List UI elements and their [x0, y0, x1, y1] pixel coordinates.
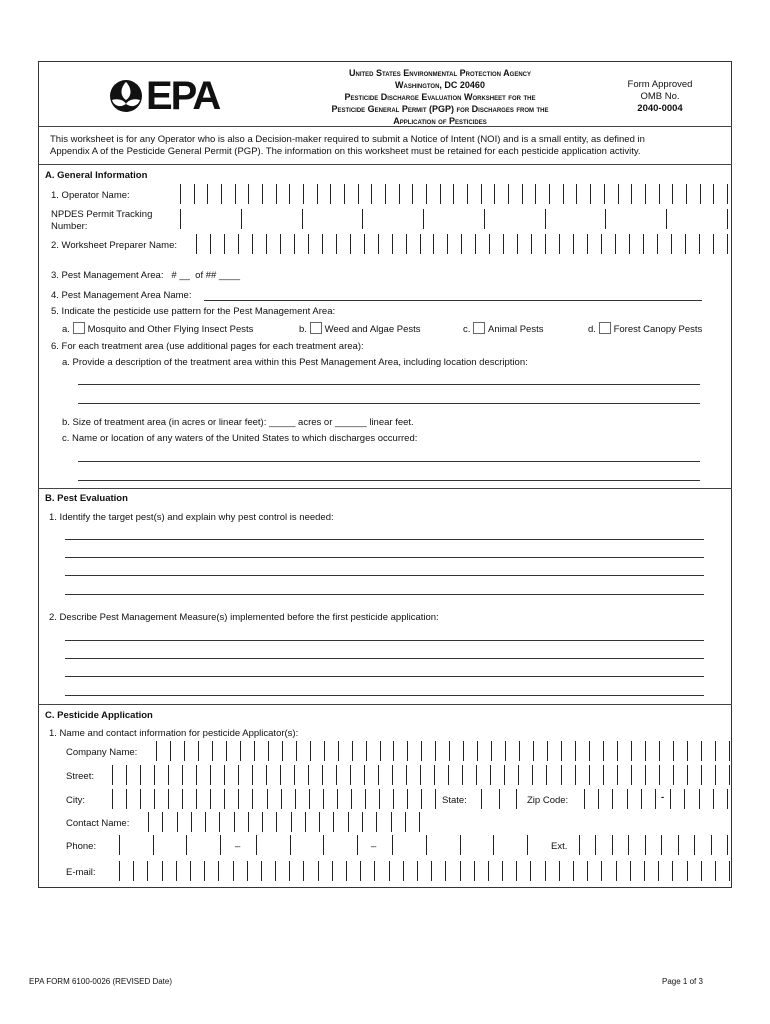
- writing-line[interactable]: [65, 676, 704, 677]
- writing-line[interactable]: [65, 695, 704, 696]
- option-c-label: Animal Pests: [488, 324, 544, 335]
- phone-dash-1: –: [235, 841, 241, 852]
- option-a[interactable]: [62, 322, 253, 335]
- forest-canopy-checkbox[interactable]: [599, 322, 611, 334]
- option-c-letter: c.: [463, 324, 471, 335]
- divider: [38, 704, 732, 705]
- agency-name: United States Environmental Protection Agency: [348, 68, 531, 78]
- treatment-area-label: 6. For each treatment area (use additional pages for each treatment area):: [51, 341, 364, 352]
- preparer-name-label: 2. Worksheet Preparer Name:: [51, 240, 178, 251]
- management-measures-label: 2. Describe Pest Management Measure(s) implemented before the first pesticide application:: [49, 612, 439, 623]
- street-label: Street:: [66, 771, 94, 782]
- section-b-title: B. Pest Evaluation: [45, 493, 128, 504]
- omb-label: OMB No.: [640, 91, 680, 102]
- form-title-line2: Pesticide General Permit (PGP) for Discharges from the: [331, 104, 549, 114]
- phone-dash-2: –: [371, 841, 377, 852]
- phone-area-code-field[interactable]: [119, 835, 221, 855]
- writing-line[interactable]: [65, 594, 704, 595]
- divider: [38, 164, 732, 165]
- weed-algae-checkbox[interactable]: [310, 322, 322, 334]
- omb-number: 2040-0004: [637, 103, 683, 114]
- form-id: EPA FORM 6100-0026 (REVISED Date): [29, 977, 173, 986]
- city-field[interactable]: [112, 789, 436, 809]
- omb-block: [612, 79, 708, 115]
- pma-name-line[interactable]: [204, 300, 702, 301]
- option-d-label: Forest Canopy Pests: [613, 324, 703, 335]
- page-number: Page 1 of 3: [662, 977, 703, 986]
- mosquito-checkbox[interactable]: [73, 322, 85, 334]
- intro-line1: This worksheet is for any Operator who is also a Decision-maker required to submit a Notice of Intent (NOI) and is a small entity, as defined in: [50, 134, 645, 145]
- contact-name-field[interactable]: [148, 812, 420, 832]
- header-title-block: [290, 67, 590, 127]
- section-a-title: A. General Information: [45, 170, 148, 181]
- writing-line[interactable]: [65, 557, 704, 558]
- zip-plus4-field[interactable]: [670, 789, 728, 809]
- state-field[interactable]: [481, 789, 517, 809]
- divider: [38, 126, 732, 127]
- email-label: E-mail:: [66, 867, 96, 878]
- npdes-number-field[interactable]: [180, 209, 728, 229]
- contact-name-label: Contact Name:: [66, 818, 130, 829]
- target-pest-label: 1. Identify the target pest(s) and explain why pest control is needed:: [49, 512, 334, 523]
- epa-flower-icon: [108, 78, 144, 114]
- phone-prefix-field[interactable]: [256, 835, 358, 855]
- writing-line[interactable]: [78, 403, 700, 404]
- operator-name-label: 1. Operator Name:: [51, 190, 130, 201]
- street-field[interactable]: [112, 765, 730, 785]
- intro-line2: Appendix A of the Pesticide General Permit (PGP). The information on this worksheet must be retained for each pesticide application activity.: [50, 146, 641, 157]
- city-label: City:: [66, 795, 85, 806]
- npdes-label: [51, 209, 152, 233]
- option-d-letter: d.: [588, 324, 596, 335]
- writing-line[interactable]: [65, 539, 704, 540]
- section-c-title: C. Pesticide Application: [45, 710, 153, 721]
- writing-line[interactable]: [78, 480, 700, 481]
- option-d[interactable]: [588, 322, 702, 335]
- phone-line-field[interactable]: [392, 835, 528, 855]
- writing-line[interactable]: [65, 575, 704, 576]
- option-c[interactable]: [463, 322, 543, 335]
- epa-logo-text: EPA: [146, 73, 220, 118]
- zip-dash: -: [661, 792, 665, 803]
- option-a-label: Mosquito and Other Flying Insect Pests: [87, 324, 254, 335]
- option-a-letter: a.: [62, 324, 70, 335]
- applicator-contact-label: 1. Name and contact information for pesticide Applicator(s):: [49, 728, 299, 739]
- use-pattern-label: 5. Indicate the pesticide use pattern for the Pest Management Area:: [51, 306, 336, 317]
- form-title-line1: Pesticide Discharge Evaluation Worksheet for the: [344, 92, 536, 102]
- company-name-field[interactable]: [156, 741, 730, 761]
- intro-text: [50, 134, 720, 158]
- extension-label: Ext.: [551, 841, 568, 852]
- option-b[interactable]: [299, 322, 421, 335]
- extension-field[interactable]: [579, 835, 728, 855]
- form-title-line3: Application of Pesticides: [393, 116, 487, 126]
- option-b-letter: b.: [299, 324, 307, 335]
- epa-logo: [108, 73, 220, 118]
- writing-line[interactable]: [78, 384, 700, 385]
- operator-name-field[interactable]: [180, 184, 728, 204]
- divider: [38, 488, 732, 489]
- company-name-label: Company Name:: [66, 747, 138, 758]
- pma-name-label: 4. Pest Management Area Name:: [51, 290, 192, 301]
- option-b-label: Weed and Algae Pests: [324, 324, 421, 335]
- zip-label: Zip Code:: [527, 795, 569, 806]
- writing-line[interactable]: [65, 658, 704, 659]
- form-approved-label: Form Approved: [627, 79, 693, 90]
- phone-label: Phone:: [66, 841, 97, 852]
- animal-pests-checkbox[interactable]: [473, 322, 485, 334]
- pest-management-area-label[interactable]: 3. Pest Management Area: # __ of ## ____: [51, 270, 241, 281]
- writing-line[interactable]: [65, 640, 704, 641]
- email-field[interactable]: [119, 861, 730, 881]
- treatment-a-label: a. Provide a description of the treatment area within this Pest Management Area, including location description:: [62, 357, 528, 368]
- treatment-b-label[interactable]: b. Size of treatment area (in acres or linear feet): _____ acres or ______ linear feet.: [62, 417, 414, 428]
- agency-address: Washington, DC 20460: [395, 80, 485, 90]
- preparer-name-field[interactable]: [196, 234, 728, 254]
- state-label: State:: [442, 795, 467, 806]
- zip-field[interactable]: [584, 789, 656, 809]
- treatment-c-label: c. Name or location of any waters of the United States to which discharges occurred:: [62, 433, 418, 444]
- npdes-label-line1: NPDES Permit Tracking: [51, 209, 153, 220]
- npdes-label-line2: Number:: [51, 221, 88, 232]
- writing-line[interactable]: [78, 461, 700, 462]
